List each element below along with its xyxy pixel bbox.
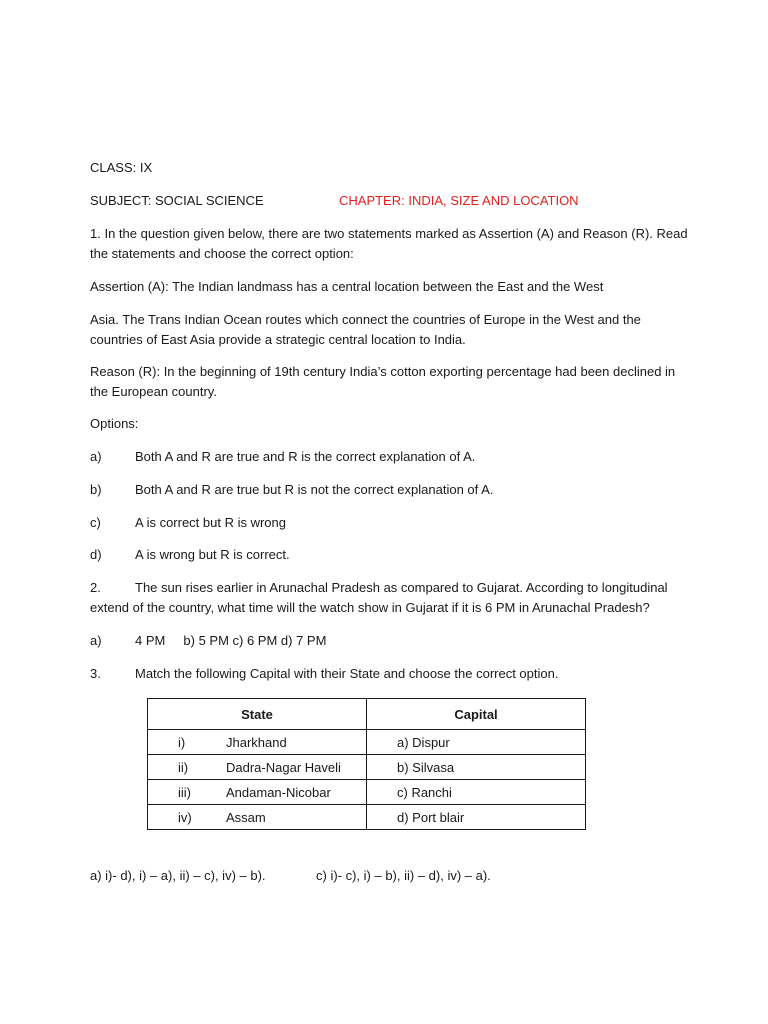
class-line: CLASS: IX	[90, 160, 153, 175]
q1-intro: 1. In the question given below, there are two statements marked as Assertion (A) and Reason (R). Read the statements and choose the correct option:	[90, 226, 688, 261]
q1-reason: Reason (R): In the beginning of 19th century India’s cotton exporting percentage had been declined in the European country.	[90, 364, 676, 399]
q3-line	[90, 664, 559, 684]
table-row	[148, 730, 586, 755]
q2-text-line1: The sun rises earlier in Arunachal Pradesh as compared to Gujarat. According to longitudinal	[135, 580, 668, 595]
option-text: A is wrong but R is correct.	[135, 547, 290, 562]
q3-text: Match the following Capital with their State and choose the correct option.	[135, 666, 559, 681]
q2-line2: extend of the country, what time will the watch show in Gujarat if it is 6 PM in Arunachal Pradesh?	[90, 600, 650, 615]
q1-option-c	[90, 513, 286, 533]
subject-line: SUBJECT: SOCIAL SCIENCE	[90, 193, 264, 208]
state-name: Dadra-Nagar Haveli	[226, 759, 341, 775]
state-name: Jharkhand	[226, 734, 287, 750]
option-text: A is correct but R is wrong	[135, 515, 286, 530]
chapter-title: CHAPTER: INDIA, SIZE AND LOCATION	[339, 193, 579, 208]
match-table	[147, 698, 586, 830]
row-number: iii)	[178, 784, 191, 800]
capital-cell: c) Ranchi	[367, 780, 586, 805]
table-header-row	[148, 699, 586, 730]
state-cell	[148, 730, 367, 755]
state-cell	[148, 780, 367, 805]
q1-assertion-continuation: Asia. The Trans Indian Ocean routes which connect the countries of Europe in the West and the countries of East Asia provide a strategic central location to India.	[90, 312, 641, 347]
q2-number: 2.	[90, 580, 101, 595]
option-text: Both A and R are true and R is the correct explanation of A.	[135, 449, 476, 464]
q3-answer-c: c) i)- c), i) – b), ii) – d), iv) – a).	[316, 868, 491, 883]
q3-number: 3.	[90, 666, 101, 681]
q1-option-b	[90, 480, 494, 500]
table-row	[148, 780, 586, 805]
q1-option-a	[90, 447, 476, 467]
q3-answer-a: a) i)- d), i) – a), ii) – c), iv) – b).	[90, 868, 266, 883]
state-cell	[148, 805, 367, 830]
q1-options-label: Options:	[90, 416, 139, 431]
q2-line1	[90, 578, 668, 598]
state-name: Assam	[226, 809, 266, 825]
q2-option-key: a)	[90, 633, 102, 648]
row-number: iv)	[178, 809, 192, 825]
option-text: Both A and R are true but R is not the correct explanation of A.	[135, 482, 494, 497]
header-capital: Capital	[367, 699, 586, 730]
table-row	[148, 755, 586, 780]
q1-option-d	[90, 545, 290, 565]
row-number: i)	[178, 734, 186, 750]
option-key: a)	[90, 449, 102, 464]
capital-cell: d) Port blair	[367, 805, 586, 830]
capital-cell: a) Dispur	[367, 730, 586, 755]
q1-assertion: Assertion (A): The Indian landmass has a central location between the East and the West	[90, 279, 604, 294]
state-cell	[148, 755, 367, 780]
option-key: d)	[90, 547, 102, 562]
capital-cell: b) Silvasa	[367, 755, 586, 780]
option-key: c)	[90, 515, 101, 530]
option-key: b)	[90, 482, 102, 497]
row-number: ii)	[178, 759, 189, 775]
header-state: State	[148, 699, 367, 730]
table-row	[148, 805, 586, 830]
q2-options	[90, 631, 327, 651]
state-name: Andaman-Nicobar	[226, 784, 331, 800]
q2-options-text: 4 PM b) 5 PM c) 6 PM d) 7 PM	[135, 633, 327, 648]
